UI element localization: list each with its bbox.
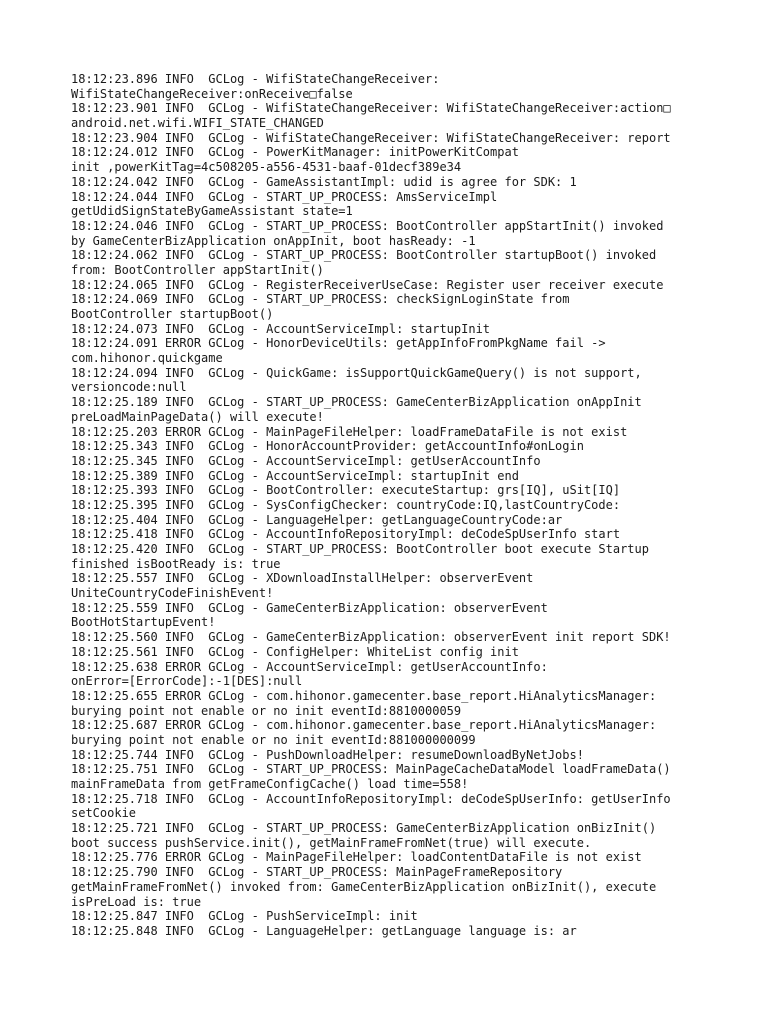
log-line: 18:12:25.721 INFO GCLog - START_UP_PROCESS: GameCenterBizApplication onBizInit() <box>71 821 657 836</box>
log-line: 18:12:25.559 INFO GCLog - GameCenterBizApplication: observerEvent <box>71 600 548 615</box>
log-line: 18:12:25.790 INFO GCLog - START_UP_PROCESS: MainPageFrameRepository <box>71 865 563 880</box>
log-line: 18:12:23.904 INFO GCLog - WifiStateChangeReceiver: WifiStateChangeReceiver: report <box>71 130 671 145</box>
log-line: by GameCenterBizApplication onAppInit, boot hasReady: -1 <box>71 233 476 248</box>
log-line: 18:12:25.655 ERROR GCLog - com.hihonor.gamecenter.base_report.HiAnalyticsManager: <box>71 688 657 703</box>
log-line: 18:12:24.046 INFO GCLog - START_UP_PROCESS: BootController appStartInit() invoked <box>71 218 664 233</box>
log-line: 18:12:25.638 ERROR GCLog - AccountServiceImpl: getUserAccountInfo: <box>71 659 548 674</box>
log-line: 18:12:25.393 INFO GCLog - BootController: executeStartup: grs[IQ], uSit[IQ] <box>71 483 621 498</box>
log-line: from: BootController appStartInit() <box>71 262 324 277</box>
log-line: 18:12:25.345 INFO GCLog - AccountServiceImpl: getUserAccountInfo <box>71 453 541 468</box>
log-line: 18:12:25.847 INFO GCLog - PushServiceImpl: init <box>71 909 418 924</box>
log-line: 18:12:24.044 INFO GCLog - START_UP_PROCESS: AmsServiceImpl <box>71 189 498 204</box>
log-line: 18:12:25.776 ERROR GCLog - MainPageFileHelper: loadContentDataFile is not exist <box>71 850 642 865</box>
log-line: 18:12:25.395 INFO GCLog - SysConfigChecker: countryCode:IQ,lastCountryCode: <box>71 497 621 512</box>
log-line: isPreLoad is: true <box>71 894 202 909</box>
log-line: 18:12:24.042 INFO GCLog - GameAssistantImpl: udid is agree for SDK: 1 <box>71 174 577 189</box>
log-line: 18:12:25.560 INFO GCLog - GameCenterBizApplication: observerEvent init report SDK! <box>71 630 671 645</box>
log-line: 18:12:25.420 INFO GCLog - START_UP_PROCESS: BootController boot execute Startup <box>71 542 649 556</box>
log-line: 18:12:25.404 INFO GCLog - LanguageHelper: getLanguageCountryCode:ar <box>71 512 563 527</box>
log-line: 18:12:25.418 INFO GCLog - AccountInfoRepositoryImpl: deCodeSpUserInfo start <box>71 527 621 542</box>
log-line: finished isBootReady is: true <box>71 556 281 571</box>
log-line: burying point not enable or no init eventId:881000000099 <box>71 732 476 747</box>
log-line: 18:12:25.203 ERROR GCLog - MainPageFileHelper: loadFrameDataFile is not exist <box>71 424 628 439</box>
log-line: setCookie <box>71 806 137 821</box>
log-line: 18:12:24.073 INFO GCLog - AccountServiceImpl: startupInit <box>71 321 491 336</box>
log-line: 18:12:24.069 INFO GCLog - START_UP_PROCESS: checkSignLoginState from <box>71 292 570 307</box>
log-line: versioncode:null <box>71 380 187 395</box>
log-line: 18:12:25.687 ERROR GCLog - com.hihonor.gamecenter.base_report.HiAnalyticsManager: <box>71 718 657 733</box>
log-line: 18:12:24.062 INFO GCLog - START_UP_PROCESS: BootController startupBoot() invoked <box>71 248 657 263</box>
log-line: boot success pushService.init(), getMainFrameFromNet(true) will execute. <box>71 835 592 850</box>
log-line: com.hihonor.quickgame <box>71 351 223 366</box>
log-line: mainFrameData from getFrameConfigCache() load time=558! <box>71 777 469 791</box>
log-line: 18:12:25.751 INFO GCLog - START_UP_PROCESS: MainPageCacheDataModel loadFrameData() <box>71 762 671 777</box>
log-line: 18:12:24.065 INFO GCLog - RegisterReceiverUseCase: Register user receiver execute <box>71 277 664 292</box>
log-line: getMainFrameFromNet() invoked from: GameCenterBizApplication onBizInit(), execute <box>71 879 657 894</box>
log-line: 18:12:25.389 INFO GCLog - AccountServiceImpl: startupInit end <box>71 468 519 483</box>
log-line: 18:12:24.094 INFO GCLog - QuickGame: isSupportQuickGameQuery() is not support, <box>71 365 642 380</box>
log-line: 18:12:25.557 INFO GCLog - XDownloadInstallHelper: observerEvent <box>71 571 534 586</box>
log-line: UniteCountryCodeFinishEvent! <box>71 586 274 601</box>
log-line: 18:12:25.744 INFO GCLog - PushDownloadHelper: resumeDownloadByNetJobs! <box>71 747 584 762</box>
log-line: 18:12:25.561 INFO GCLog - ConfigHelper: WhiteList config init <box>71 644 519 659</box>
log-line: 18:12:24.091 ERROR GCLog - HonorDeviceUtils: getAppInfoFromPkgName fail -> <box>71 336 606 351</box>
log-line: android.net.wifi.WIFI_STATE_CHANGED <box>71 116 324 131</box>
log-line: init ,powerKitTag=4c508205-a556-4531-baaf-01decf389e34 <box>71 160 462 175</box>
log-line: BootController startupBoot() <box>71 307 274 321</box>
log-line: WifiStateChangeReceiver:onReceive□false <box>71 86 353 101</box>
log-line: getUdidSignStateByGameAssistant state=1 <box>71 204 353 219</box>
log-line: onError=[ErrorCode]:-1[DES]:null <box>71 674 303 689</box>
log-line: 18:12:23.896 INFO GCLog - WifiStateChangeReceiver: <box>71 72 440 86</box>
log-line: 18:12:24.012 INFO GCLog - PowerKitManager: initPowerKitCompat <box>71 145 519 160</box>
log-output <box>71 72 711 939</box>
log-line: 18:12:25.189 INFO GCLog - START_UP_PROCESS: GameCenterBizApplication onAppInit <box>71 395 642 410</box>
log-line: 18:12:23.901 INFO GCLog - WifiStateChangeReceiver: WifiStateChangeReceiver:action□ <box>71 101 671 116</box>
log-line: burying point not enable or no init eventId:8810000059 <box>71 703 462 718</box>
log-line: BootHotStartupEvent! <box>71 615 216 630</box>
log-line: 18:12:25.718 INFO GCLog - AccountInfoRepositoryImpl: deCodeSpUserInfo: getUserInfo <box>71 791 671 806</box>
log-line: 18:12:25.848 INFO GCLog - LanguageHelper: getLanguage language is: ar <box>71 923 577 938</box>
log-line: preLoadMainPageData() will execute! <box>71 409 324 424</box>
log-line: 18:12:25.343 INFO GCLog - HonorAccountProvider: getAccountInfo#onLogin <box>71 439 584 454</box>
